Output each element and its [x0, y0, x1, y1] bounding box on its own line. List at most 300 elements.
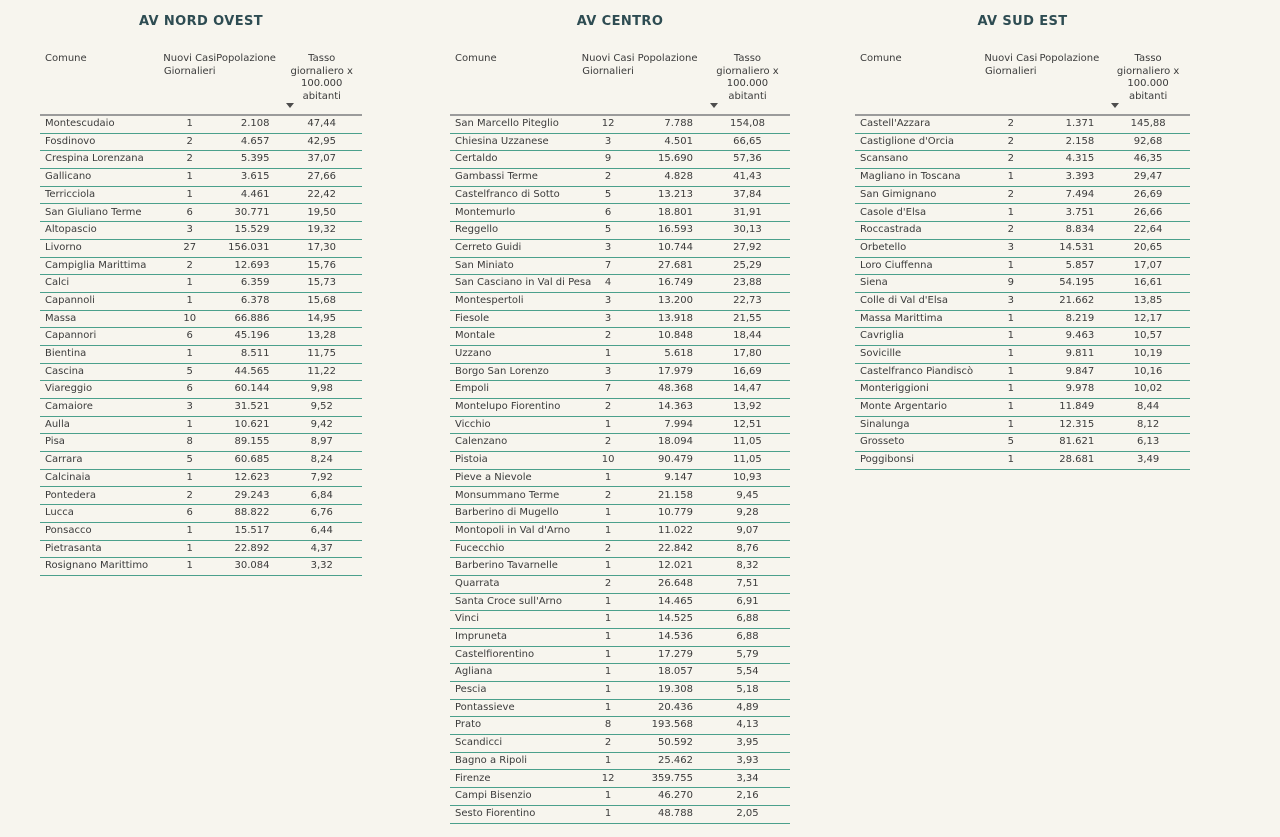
- table-row[interactable]: [450, 275, 790, 293]
- column-header-tasso[interactable]: [705, 53, 790, 111]
- comune-cell: Roccastrada: [860, 224, 922, 236]
- comune-cell: Terricciola: [45, 188, 96, 200]
- table-row[interactable]: [450, 169, 790, 187]
- nuovi-casi-cell: 1: [186, 418, 193, 430]
- column-header-tasso-label: Tasso giornaliero x 100.000 abitanti: [1116, 53, 1180, 102]
- table-row[interactable]: [450, 364, 790, 382]
- comune-cell: Livorno: [45, 241, 82, 253]
- nuovi-casi-cell: 2: [604, 171, 612, 183]
- tasso-cell: 26,66: [1133, 206, 1163, 218]
- table-row[interactable]: [450, 735, 790, 753]
- popolazione-cell: 12.623: [234, 471, 270, 483]
- nuovi-casi-cell: 1: [604, 471, 612, 483]
- table-row[interactable]: [40, 222, 362, 240]
- column-header-comune[interactable]: Comune: [45, 53, 87, 64]
- comune-cell: Certaldo: [455, 153, 498, 165]
- comune-cell: Massa Marittima: [860, 312, 943, 324]
- nuovi-casi-cell: 2: [1007, 153, 1014, 165]
- nuovi-casi-cell: 2: [186, 153, 193, 165]
- popolazione-cell: 4.501: [664, 135, 693, 147]
- nuovi-casi-cell: 2: [1007, 118, 1014, 130]
- nuovi-casi-cell: 1: [186, 471, 193, 483]
- table-row[interactable]: [450, 770, 790, 788]
- table-row[interactable]: [450, 647, 790, 665]
- table-row[interactable]: [450, 134, 790, 152]
- column-header-tasso-label: Tasso giornaliero x 100.000 abitanti: [716, 53, 779, 102]
- nuovi-casi-cell: 5: [186, 454, 193, 466]
- column-header-popolazione[interactable]: Popolazione: [216, 53, 276, 64]
- comune-cell: Campi Bisenzio: [455, 790, 532, 802]
- popolazione-cell: 29.243: [234, 489, 270, 501]
- table-row[interactable]: [855, 134, 1190, 152]
- column-headers: [450, 53, 790, 116]
- table-row[interactable]: [855, 169, 1190, 187]
- column-header-popolazione[interactable]: Popolazione: [1039, 53, 1100, 64]
- nuovi-casi-cell: 1: [186, 171, 193, 183]
- table-row[interactable]: [450, 328, 790, 346]
- comune-cell: Fosdinovo: [45, 135, 96, 147]
- popolazione-cell: 3.615: [240, 171, 270, 183]
- table-row[interactable]: [450, 806, 790, 824]
- popolazione-cell: 7.994: [664, 418, 693, 430]
- nuovi-casi-cell: 2: [1007, 135, 1014, 147]
- popolazione-cell: 13.918: [657, 312, 693, 324]
- comune-cell: Firenze: [455, 772, 491, 784]
- nuovi-casi-cell: 1: [1007, 171, 1014, 183]
- table-row[interactable]: [40, 275, 362, 293]
- table-row[interactable]: [450, 717, 790, 735]
- table-row[interactable]: [40, 505, 362, 523]
- table-row[interactable]: [40, 240, 362, 258]
- table-row[interactable]: [40, 293, 362, 311]
- table-row[interactable]: [450, 311, 790, 329]
- comune-cell: Massa: [45, 312, 77, 324]
- comune-cell: Sovicille: [860, 348, 902, 360]
- nuovi-casi-cell: 1: [604, 666, 612, 678]
- tasso-cell: 19,32: [307, 224, 337, 236]
- table-body: [855, 116, 1190, 470]
- comune-cell: Pieve a Nievole: [455, 471, 532, 483]
- nuovi-casi-cell: 3: [186, 401, 193, 413]
- table-row[interactable]: [450, 204, 790, 222]
- nuovi-casi-cell: 2: [604, 577, 612, 589]
- nuovi-casi-cell: 5: [604, 224, 612, 236]
- table-row[interactable]: [450, 187, 790, 205]
- comune-cell: Calenzano: [455, 436, 508, 448]
- table-row[interactable]: [40, 187, 362, 205]
- tasso-cell: 12,17: [1133, 312, 1163, 324]
- table-row[interactable]: [855, 381, 1190, 399]
- column-header-comune[interactable]: Comune: [455, 53, 497, 64]
- popolazione-cell: 11.849: [1059, 401, 1095, 413]
- table-row[interactable]: [450, 523, 790, 541]
- table-row[interactable]: [450, 116, 790, 134]
- popolazione-cell: 12.315: [1059, 418, 1095, 430]
- comune-cell: Colle di Val d'Elsa: [860, 294, 948, 306]
- popolazione-cell: 54.195: [1059, 277, 1095, 289]
- tasso-cell: 11,75: [307, 348, 337, 360]
- tasso-cell: 14,47: [733, 383, 762, 395]
- nuovi-casi-cell: 2: [604, 401, 612, 413]
- table-row[interactable]: [40, 523, 362, 541]
- table-row[interactable]: [40, 417, 362, 435]
- table-row[interactable]: [855, 346, 1190, 364]
- popolazione-cell: 15.517: [234, 524, 270, 536]
- table-row[interactable]: [40, 169, 362, 187]
- table-row[interactable]: [450, 541, 790, 559]
- popolazione-cell: 17.279: [657, 648, 693, 660]
- nuovi-casi-cell: 7: [604, 383, 612, 395]
- popolazione-cell: 1.371: [1065, 118, 1095, 130]
- table-row[interactable]: [450, 664, 790, 682]
- comune-cell: Uzzano: [455, 348, 492, 360]
- table-row[interactable]: [40, 204, 362, 222]
- tasso-cell: 3,95: [736, 737, 759, 749]
- table-row[interactable]: [40, 399, 362, 417]
- tasso-cell: 5,79: [736, 648, 759, 660]
- popolazione-cell: 9.147: [664, 471, 693, 483]
- tasso-cell: 16,69: [733, 365, 762, 377]
- table-row[interactable]: [40, 434, 362, 452]
- popolazione-cell: 6.378: [240, 294, 270, 306]
- comune-cell: San Giuliano Terme: [45, 206, 142, 218]
- table-row[interactable]: [855, 151, 1190, 169]
- popolazione-cell: 46.270: [657, 790, 693, 802]
- tasso-cell: 6,84: [310, 489, 333, 501]
- tasso-cell: 15,73: [307, 277, 337, 289]
- sort-descending-icon[interactable]: [1111, 103, 1119, 108]
- comune-cell: Orbetello: [860, 241, 907, 253]
- nuovi-casi-cell: 3: [604, 241, 612, 253]
- nuovi-casi-cell: 1: [604, 560, 612, 572]
- comune-cell: Calci: [45, 277, 70, 289]
- table-row[interactable]: [855, 311, 1190, 329]
- tasso-cell: 9,07: [736, 524, 759, 536]
- popolazione-cell: 28.681: [1059, 454, 1095, 466]
- table-row[interactable]: [450, 594, 790, 612]
- tasso-cell: 5,18: [736, 684, 759, 696]
- comune-cell: Magliano in Toscana: [860, 171, 961, 183]
- tasso-cell: 10,02: [1133, 383, 1163, 395]
- comune-cell: Castell'Azzara: [860, 118, 931, 130]
- popolazione-cell: 4.315: [1065, 153, 1095, 165]
- comune-cell: Grosseto: [860, 436, 905, 448]
- nuovi-casi-cell: 1: [1007, 348, 1014, 360]
- nuovi-casi-cell: 1: [186, 542, 193, 554]
- table-row[interactable]: [450, 700, 790, 718]
- comune-cell: Bagno a Ripoli: [455, 754, 528, 766]
- nuovi-casi-cell: 1: [1007, 454, 1014, 466]
- nuovi-casi-cell: 1: [604, 524, 612, 536]
- table-row[interactable]: [40, 558, 362, 576]
- tasso-cell: 37,07: [307, 153, 337, 165]
- table-row[interactable]: [450, 576, 790, 594]
- table-row[interactable]: [40, 381, 362, 399]
- column-header-nuovi-casi[interactable]: Nuovi Casi Giornalieri: [581, 53, 635, 77]
- nuovi-casi-cell: 1: [186, 524, 193, 536]
- table-body: [40, 116, 362, 576]
- comune-cell: Viareggio: [45, 383, 93, 395]
- column-header-tasso[interactable]: [281, 53, 362, 111]
- popolazione-cell: 9.978: [1065, 383, 1095, 395]
- popolazione-cell: 90.479: [657, 454, 693, 466]
- popolazione-cell: 20.436: [657, 701, 693, 713]
- table-row[interactable]: [855, 187, 1190, 205]
- comune-cell: Capannoli: [45, 294, 95, 306]
- tasso-cell: 9,45: [736, 489, 759, 501]
- tasso-cell: 7,92: [310, 471, 333, 483]
- popolazione-cell: 9.463: [1065, 330, 1095, 342]
- tasso-cell: 27,92: [733, 241, 762, 253]
- tasso-cell: 3,34: [736, 772, 759, 784]
- popolazione-cell: 13.200: [657, 294, 693, 306]
- sort-descending-icon[interactable]: [710, 103, 718, 108]
- popolazione-cell: 25.462: [657, 754, 693, 766]
- comune-cell: Prato: [455, 719, 482, 731]
- popolazione-cell: 9.811: [1065, 348, 1095, 360]
- table-row[interactable]: [855, 204, 1190, 222]
- tasso-cell: 26,69: [1133, 188, 1163, 200]
- popolazione-cell: 44.565: [234, 365, 270, 377]
- tasso-cell: 17,30: [307, 241, 337, 253]
- table-row[interactable]: [855, 258, 1190, 276]
- popolazione-cell: 22.842: [657, 542, 693, 554]
- tasso-cell: 11,05: [733, 436, 762, 448]
- column-header-nuovi-casi[interactable]: Nuovi Casi Giornalieri: [984, 53, 1038, 77]
- comune-cell: Gallicano: [45, 171, 92, 183]
- table-row[interactable]: [855, 417, 1190, 435]
- popolazione-cell: 27.681: [657, 259, 693, 271]
- popolazione-cell: 2.158: [1065, 135, 1095, 147]
- popolazione-cell: 19.308: [657, 684, 693, 696]
- nuovi-casi-cell: 8: [604, 719, 612, 731]
- nuovi-casi-cell: 2: [604, 436, 612, 448]
- nuovi-casi-cell: 5: [604, 188, 612, 200]
- table-row[interactable]: [855, 399, 1190, 417]
- tasso-cell: 12,51: [733, 418, 762, 430]
- table-row[interactable]: [855, 364, 1190, 382]
- table-row[interactable]: [450, 470, 790, 488]
- comune-cell: Reggello: [455, 224, 499, 236]
- comune-cell: Pontedera: [45, 489, 96, 501]
- table-row[interactable]: [450, 258, 790, 276]
- comune-cell: Montespertoli: [455, 294, 524, 306]
- comune-cell: Fucecchio: [455, 542, 505, 554]
- table-row[interactable]: [450, 452, 790, 470]
- nuovi-casi-cell: 2: [186, 489, 193, 501]
- table-row[interactable]: [450, 434, 790, 452]
- comune-cell: Sinalunga: [860, 418, 910, 430]
- comune-cell: Campiglia Marittima: [45, 259, 147, 271]
- table-row[interactable]: [40, 151, 362, 169]
- table-title: AV SUD EST: [977, 14, 1068, 29]
- tasso-cell: 15,68: [307, 294, 337, 306]
- tasso-cell: 57,36: [733, 153, 762, 165]
- column-header-comune[interactable]: Comune: [860, 53, 902, 64]
- table-row[interactable]: [450, 240, 790, 258]
- tasso-cell: 30,13: [733, 224, 762, 236]
- comune-cell: Monte Argentario: [860, 401, 948, 413]
- popolazione-cell: 30.771: [234, 206, 270, 218]
- tasso-cell: 9,28: [736, 507, 759, 519]
- table-row[interactable]: [450, 151, 790, 169]
- popolazione-cell: 21.662: [1059, 294, 1095, 306]
- tasso-cell: 92,68: [1133, 135, 1163, 147]
- comune-cell: Quarrata: [455, 577, 500, 589]
- tasso-cell: 2,05: [736, 807, 759, 819]
- nuovi-casi-cell: 6: [604, 206, 612, 218]
- tasso-cell: 2,16: [736, 790, 759, 802]
- table-row[interactable]: [40, 116, 362, 134]
- nuovi-casi-cell: 1: [604, 613, 612, 625]
- nuovi-casi-cell: 6: [186, 206, 193, 218]
- nuovi-casi-cell: 1: [186, 294, 193, 306]
- tasso-cell: 10,93: [733, 471, 762, 483]
- tasso-cell: 11,22: [307, 365, 337, 377]
- popolazione-cell: 10.779: [657, 507, 693, 519]
- table-row[interactable]: [450, 346, 790, 364]
- nuovi-casi-cell: 1: [1007, 206, 1014, 218]
- table-row[interactable]: [450, 487, 790, 505]
- comune-cell: Pescia: [455, 684, 487, 696]
- popolazione-cell: 359.755: [651, 772, 693, 784]
- nuovi-casi-cell: 1: [186, 118, 193, 130]
- table-row[interactable]: [450, 788, 790, 806]
- table-row[interactable]: [450, 293, 790, 311]
- popolazione-cell: 81.621: [1059, 436, 1095, 448]
- nuovi-casi-cell: 1: [1007, 330, 1014, 342]
- table-row[interactable]: [855, 293, 1190, 311]
- comune-cell: Castelfiorentino: [455, 648, 535, 660]
- tasso-cell: 4,89: [736, 701, 759, 713]
- table-row[interactable]: [855, 434, 1190, 452]
- nuovi-casi-cell: 2: [186, 135, 193, 147]
- popolazione-cell: 10.848: [657, 330, 693, 342]
- table-row[interactable]: [450, 505, 790, 523]
- comune-cell: Montescudaio: [45, 118, 115, 130]
- table-title: AV NORD OVEST: [138, 14, 264, 29]
- comune-cell: Calcinaia: [45, 471, 91, 483]
- tasso-cell: 41,43: [733, 171, 762, 183]
- table-row[interactable]: [40, 364, 362, 382]
- table-row[interactable]: [450, 558, 790, 576]
- tasso-cell: 42,95: [307, 135, 337, 147]
- tasso-cell: 7,51: [736, 577, 759, 589]
- nuovi-casi-cell: 3: [186, 224, 193, 236]
- tasso-cell: 10,19: [1133, 348, 1163, 360]
- table-title: AV CENTRO: [576, 14, 664, 29]
- tasso-cell: 6,88: [736, 631, 759, 643]
- nuovi-casi-cell: 3: [1007, 241, 1014, 253]
- table-row[interactable]: [855, 240, 1190, 258]
- nuovi-casi-cell: 8: [186, 436, 193, 448]
- table-row[interactable]: [450, 753, 790, 771]
- table-row[interactable]: [40, 311, 362, 329]
- tasso-cell: 17,80: [733, 348, 762, 360]
- comune-cell: Empoli: [455, 383, 490, 395]
- table-row[interactable]: [450, 222, 790, 240]
- table-row[interactable]: [450, 399, 790, 417]
- popolazione-cell: 5.857: [1065, 259, 1095, 271]
- table-row[interactable]: [40, 328, 362, 346]
- comune-cell: Impruneta: [455, 631, 508, 643]
- nuovi-casi-cell: 1: [1007, 383, 1014, 395]
- comune-cell: Aulla: [45, 418, 70, 430]
- table-row[interactable]: [450, 417, 790, 435]
- popolazione-cell: 12.693: [234, 259, 270, 271]
- popolazione-cell: 10.621: [234, 418, 270, 430]
- nuovi-casi-cell: 1: [1007, 365, 1014, 377]
- table-av-centro: [450, 14, 790, 824]
- popolazione-cell: 88.822: [234, 507, 270, 519]
- tasso-cell: 3,49: [1136, 454, 1160, 466]
- comune-cell: Cavriglia: [860, 330, 904, 342]
- table-row[interactable]: [855, 222, 1190, 240]
- table-row[interactable]: [40, 470, 362, 488]
- table-body: [450, 116, 790, 824]
- table-row[interactable]: [855, 452, 1190, 470]
- column-header-nuovi-casi[interactable]: Nuovi Casi Giornalieri: [163, 53, 217, 77]
- table-row[interactable]: [450, 611, 790, 629]
- table-row[interactable]: [855, 328, 1190, 346]
- comune-cell: Monsummano Terme: [455, 489, 560, 501]
- table-row[interactable]: [450, 381, 790, 399]
- table-row[interactable]: [40, 487, 362, 505]
- tasso-cell: 13,28: [307, 330, 337, 342]
- popolazione-cell: 30.084: [234, 560, 270, 572]
- tasso-cell: 14,95: [307, 312, 337, 324]
- nuovi-casi-cell: 4: [604, 277, 612, 289]
- table-row[interactable]: [855, 116, 1190, 134]
- popolazione-cell: 193.568: [651, 719, 693, 731]
- nuovi-casi-cell: 1: [186, 348, 193, 360]
- comune-cell: San Miniato: [455, 259, 514, 271]
- table-row[interactable]: [450, 682, 790, 700]
- comune-cell: Rosignano Marittimo: [45, 560, 149, 572]
- table-row[interactable]: [40, 452, 362, 470]
- popolazione-cell: 13.213: [657, 188, 693, 200]
- nuovi-casi-cell: 6: [186, 330, 193, 342]
- table-row[interactable]: [450, 629, 790, 647]
- table-row[interactable]: [40, 541, 362, 559]
- tasso-cell: 46,35: [1133, 153, 1163, 165]
- comune-cell: Borgo San Lorenzo: [455, 365, 549, 377]
- tasso-cell: 66,65: [733, 135, 762, 147]
- table-row[interactable]: [40, 346, 362, 364]
- table-row[interactable]: [40, 258, 362, 276]
- nuovi-casi-cell: 12: [601, 118, 615, 130]
- comune-cell: Castiglione d'Orcia: [860, 135, 954, 147]
- tasso-cell: 9,42: [310, 418, 333, 430]
- comune-cell: Agliana: [455, 666, 493, 678]
- popolazione-cell: 4.828: [664, 171, 693, 183]
- nuovi-casi-cell: 1: [604, 790, 612, 802]
- column-header-tasso[interactable]: [1106, 53, 1190, 111]
- popolazione-cell: 22.892: [234, 542, 270, 554]
- table-row[interactable]: [40, 134, 362, 152]
- comune-cell: Siena: [860, 277, 888, 289]
- tasso-cell: 8,44: [1136, 401, 1160, 413]
- tasso-cell: 6,91: [736, 595, 759, 607]
- nuovi-casi-cell: 2: [1007, 188, 1014, 200]
- nuovi-casi-cell: 1: [186, 188, 193, 200]
- sort-descending-icon[interactable]: [286, 103, 294, 108]
- nuovi-casi-cell: 3: [1007, 294, 1014, 306]
- nuovi-casi-cell: 2: [604, 542, 612, 554]
- column-header-popolazione[interactable]: Popolazione: [637, 53, 698, 64]
- nuovi-casi-cell: 3: [604, 312, 612, 324]
- table-row[interactable]: [855, 275, 1190, 293]
